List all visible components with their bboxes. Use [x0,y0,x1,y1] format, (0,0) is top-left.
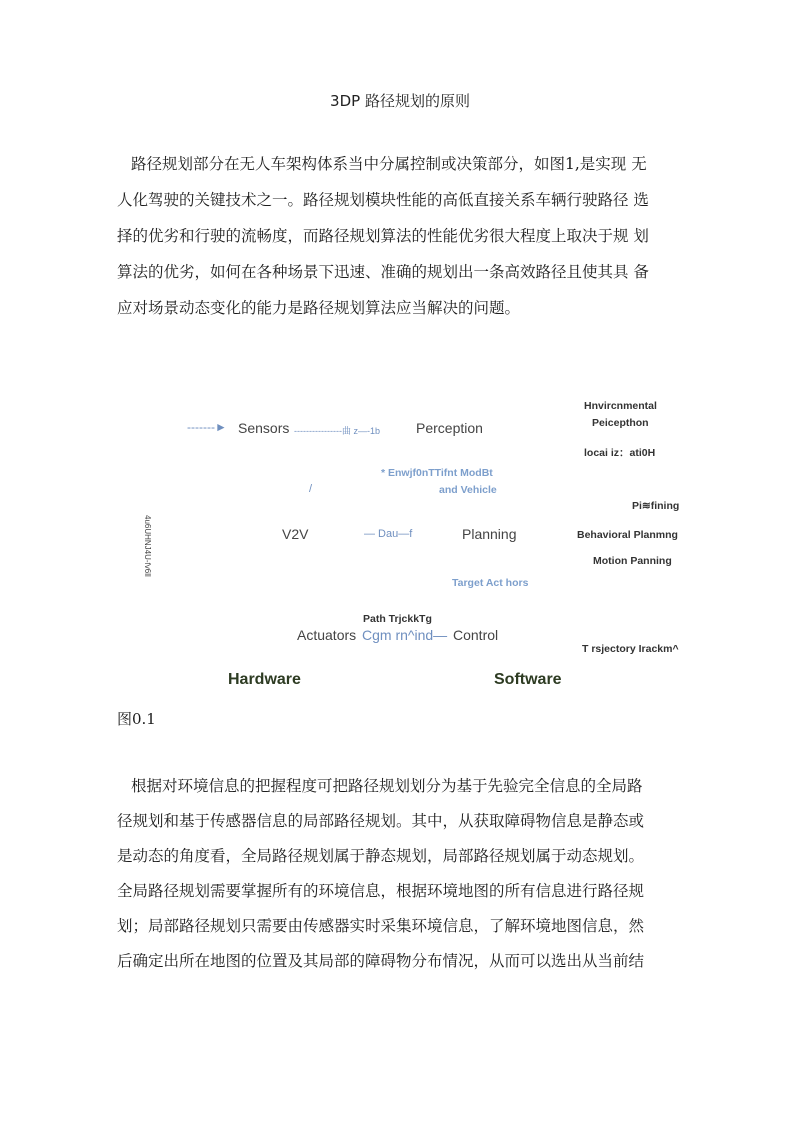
document-title: 3DP 路径规划的原则 [330,92,470,110]
path-tracking-label: Path TrjckkTg [363,613,432,625]
slash-mark: / [309,483,313,495]
dau-connector: — Dau—f [364,528,413,540]
paragraph-line: 路径规划部分在无人车架构体系当中分属控制或决策部分，如图1,是实现 无 [131,155,647,173]
command-label: Cgm rn^ind— [362,627,448,643]
architecture-figure [0,390,800,700]
env-model-label: * Enwjf0nTTifnt ModBt [381,467,493,479]
arrow-prefix: -------► [187,420,227,434]
planning-label: Planning [462,526,517,542]
env-model-label-2: and Vehicle [439,484,497,496]
env-perception-label-2: Peicepthon [592,417,649,429]
paragraph-line: 根据对环境信息的把握程度可把路径规划划分为基于先验完全信息的全局路 [131,777,643,795]
paragraph-line: 径规划和基于传感器信息的局部路径规划。其中，从获取障碍物信息是静态或 [117,812,645,830]
vertical-text: 4u6UHNJ4U-fv6ll [143,515,152,577]
paragraph-line: 择的优劣和行驶的流畅度，而路径规划算法的性能优劣很大程度上取决于规 划 [117,227,649,245]
hardware-label: Hardware [228,671,301,688]
paragraph-line: 应对场景动态变化的能力是路径规划算法应当解决的问题。 [117,299,521,317]
perception-label: Perception [416,420,483,436]
env-perception-label: Hnvircnmental [584,400,657,412]
connector-line: ----------------曲 z—-1b [294,426,380,436]
behavioral-planning-label: Behavioral Planmng [577,529,678,541]
localization-label: locai iz：ati0H [584,447,656,459]
paragraph-line: 全局路径规划需要掌握所有的环境信息，根据环境地图的所有信息进行路径规 [117,882,645,900]
control-label: Control [453,627,499,643]
paragraph-line: 后确定出所在地图的位置及其局部的障碍物分布情况，从而可以选出从当前结 [117,952,645,970]
v2v-label: V2V [282,526,309,542]
figure-caption: 图0.1 [117,710,156,728]
actuators-label: Actuators [297,627,357,643]
target-actions-label: Target Act hors [452,577,529,589]
trajectory-tracking-label: T rsjectory Irackm^ [582,643,679,655]
motion-planning-label: Motion Panning [593,555,672,567]
path-finding-label: Pi≋fining [632,500,680,512]
paragraph-line: 是动态的角度看，全局路径规划属于静态规划，局部路径规划属于动态规划。 [117,847,645,865]
paragraph-line: 人化驾驶的关键技术之一。路径规划模块性能的高低直接关系车辆行驶路径 选 [117,191,649,209]
paragraph-line: 算法的优劣，如何在各种场景下迅速、准确的规划出一条高效路径且使其具 备 [117,263,649,281]
paragraph-line: 划；局部路径规划只需要由传感器实时采集环境信息，了解环境地图信息，然 [117,917,645,935]
software-label: Software [494,671,562,688]
sensors-label: Sensors [238,420,290,436]
